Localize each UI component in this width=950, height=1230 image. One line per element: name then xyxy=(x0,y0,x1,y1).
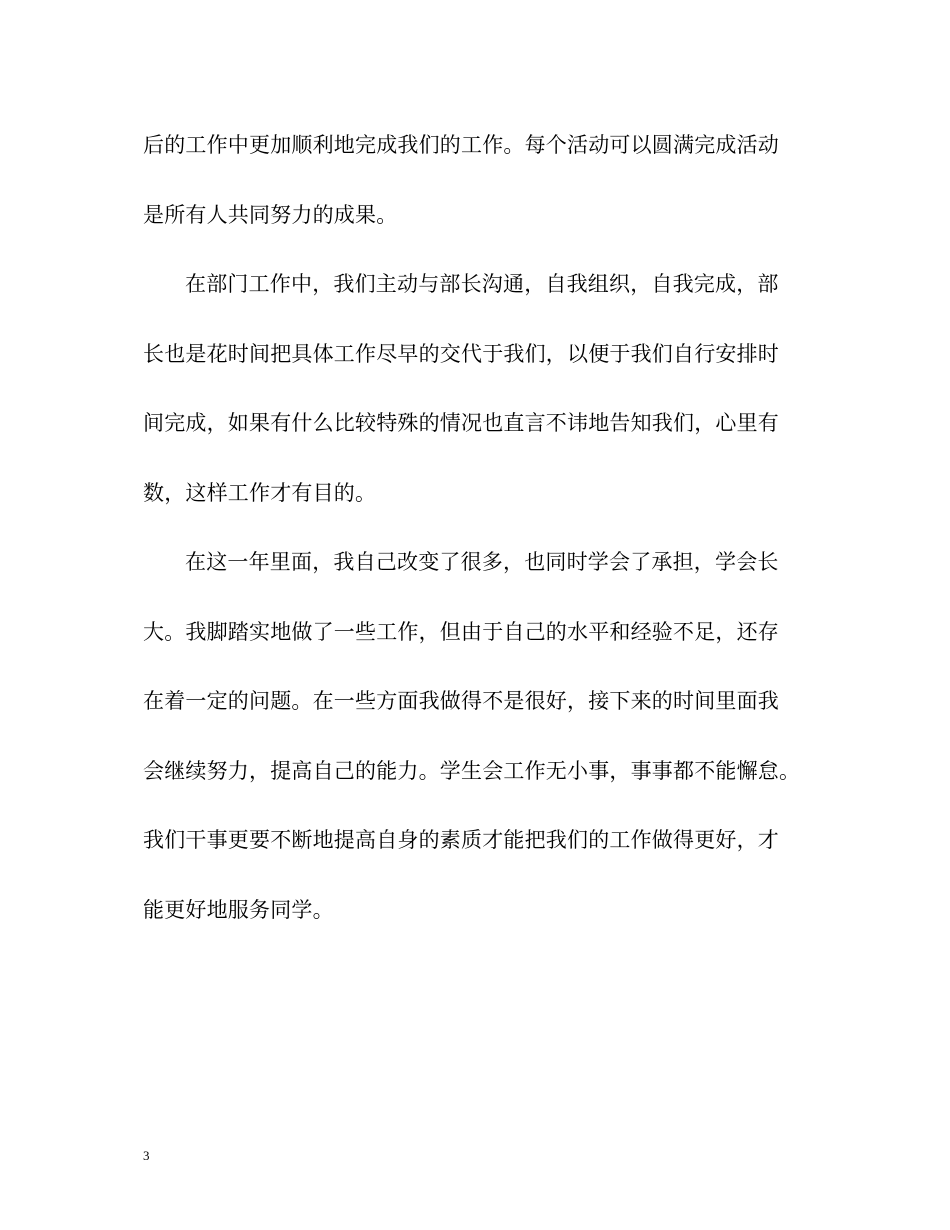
text-line: 在着一定的问题。在一些方面我做得不是很好，接下来的时间里面我 xyxy=(143,689,779,713)
paragraph-start-line: 在部门工作中，我们主动与部长沟通，自我组织，自我完成，部 xyxy=(185,272,779,296)
body-text xyxy=(143,120,808,954)
text-line: 间完成，如果有什么比较特殊的情况也直言不讳地告知我们，心里有 xyxy=(143,411,779,435)
text-line: 会继续努力，提高自己的能力。学生会工作无小事，事事都不能懈怠。 xyxy=(143,758,801,783)
page-number: 3 xyxy=(143,1148,150,1163)
text-line: 长也是花时间把具体工作尽早的交代于我们，以便于我们自行安排时 xyxy=(143,341,779,366)
text-line: 是所有人共同努力的成果。 xyxy=(143,202,398,227)
paragraph-start-line: 在这一年里面，我自己改变了很多，也同时学会了承担，学会长 xyxy=(185,550,779,574)
text-line: 我们干事更要不断地提高自身的素质才能把我们的工作做得更好，才 xyxy=(143,828,779,852)
text-line: 大。我脚踏实地做了一些工作，但由于自己的水平和经验不足，还存 xyxy=(143,619,779,644)
text-line: 数，这样工作才有目的。 xyxy=(143,480,377,505)
text-line: 后的工作中更加顺利地完成我们的工作。每个活动可以圆满完成活动 xyxy=(143,133,779,157)
text-line: 能更好地服务同学。 xyxy=(143,897,334,922)
